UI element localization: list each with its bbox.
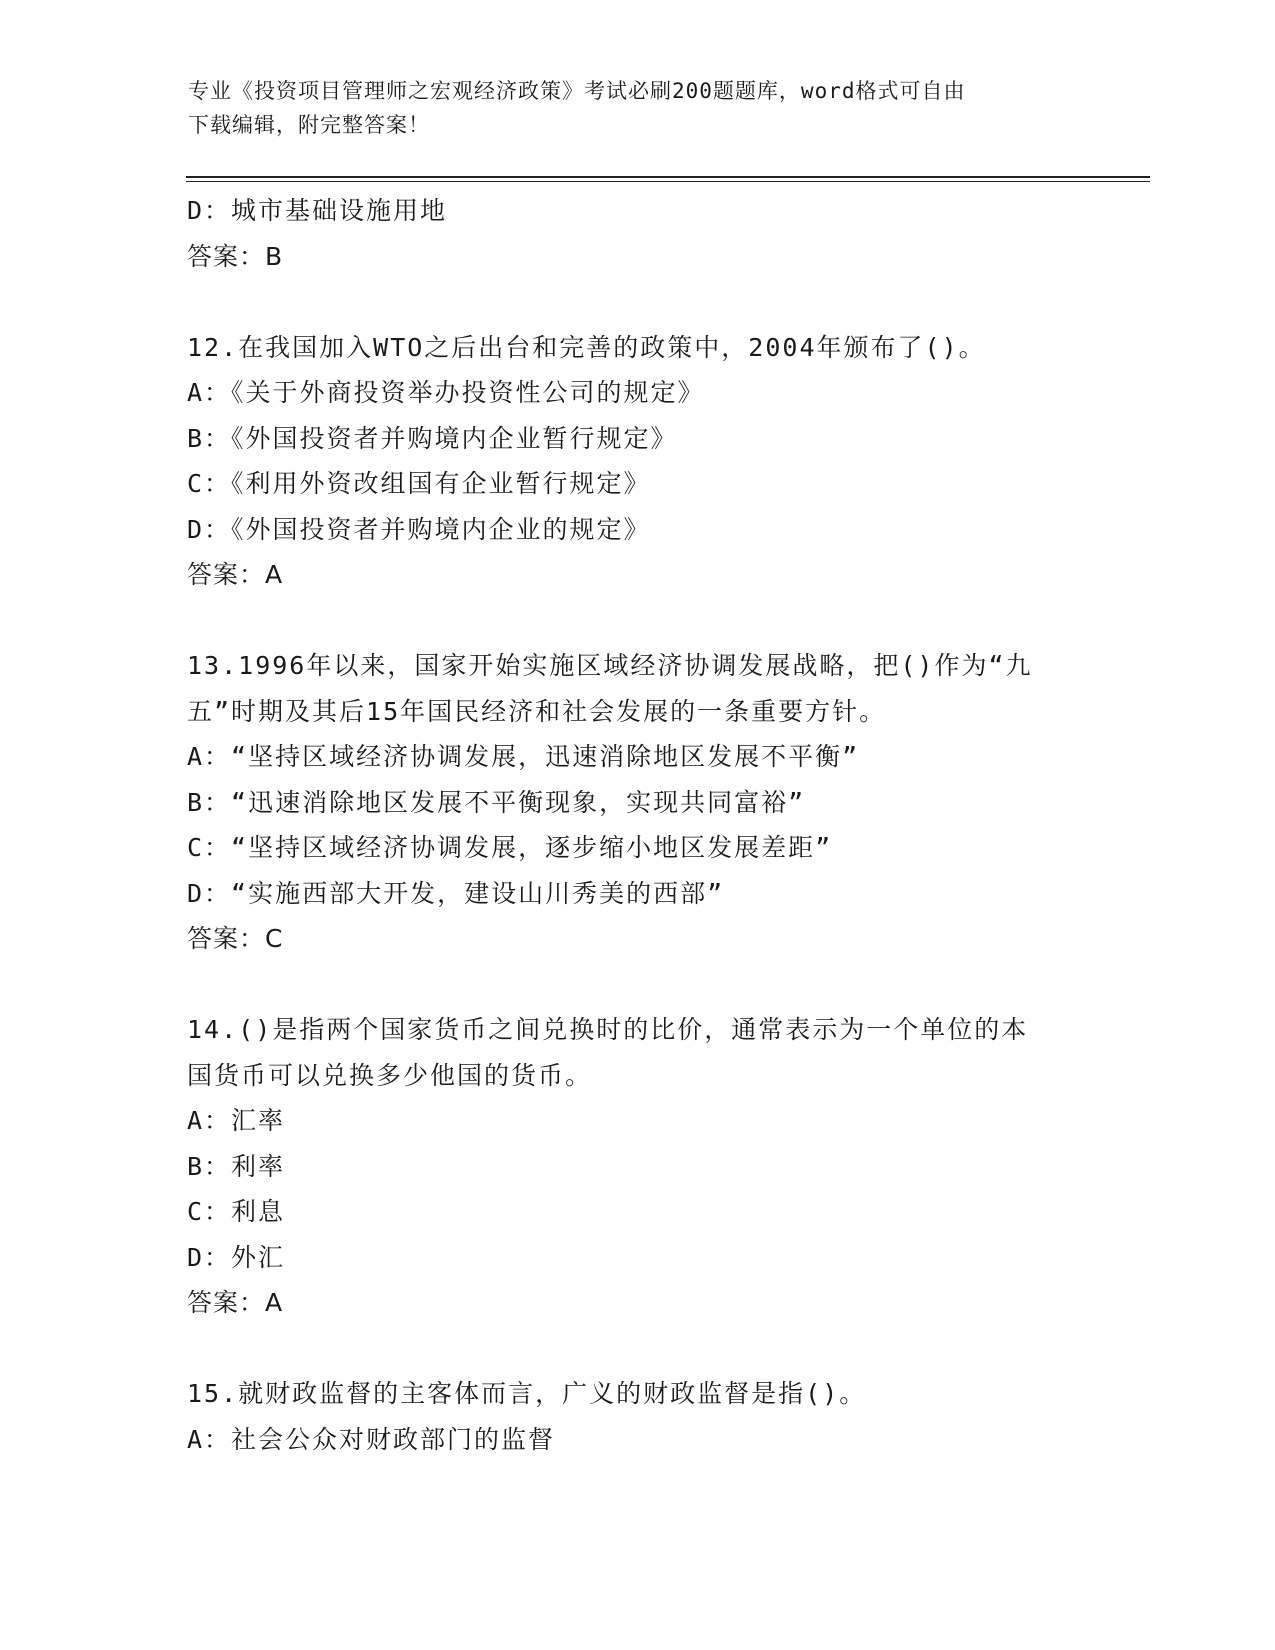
- option-b: B：“迅速消除地区发展不平衡现象，实现共同富裕”: [187, 787, 806, 817]
- spacer: [187, 279, 1087, 325]
- option-b: B：利率: [187, 1151, 286, 1181]
- question-14: [187, 1007, 1087, 1326]
- question-stem-line-1: 14.()是指两个国家货币之间兑换时的比价，通常表示为一个单位的本: [187, 1015, 1029, 1044]
- option-c: C：《利用外资改组国有企业暂行规定》: [187, 469, 651, 498]
- option-a: A：“坚持区域经济协调发展，迅速消除地区发展不平衡”: [187, 742, 860, 771]
- header-line-2: 下载编辑，附完整答案！: [188, 113, 430, 137]
- spacer: [187, 1326, 1087, 1372]
- option-d: D：外汇: [187, 1242, 286, 1272]
- question-15: [187, 1371, 1087, 1462]
- question-stem: 15.就财政监督的主客体而言，广义的财政监督是指()。: [187, 1379, 867, 1408]
- question-list: [187, 188, 1087, 1462]
- question-stem: 12.在我国加入WTO之后出台和完善的政策中，2004年颁布了()。: [187, 332, 986, 362]
- prev-option-d: D：城市基础设施用地: [187, 196, 448, 225]
- spacer: [187, 962, 1087, 1008]
- option-c: C：利息: [187, 1197, 286, 1226]
- option-b: B：《外国投资者并购境内企业暂行规定》: [187, 423, 678, 453]
- header-rule-thin: [186, 181, 1150, 182]
- question-stem-line-2: 五”时期及其后15年国民经济和社会发展的一条重要方针。: [187, 696, 887, 726]
- option-d: D：《外国投资者并购境内企业的规定》: [187, 514, 651, 544]
- option-a: A：汇率: [187, 1106, 286, 1135]
- question-stem-line-1: 13.1996年以来，国家开始实施区域经济协调发展战略，把()作为“九: [187, 651, 1033, 680]
- answer: 答案：C: [187, 924, 284, 953]
- option-d: D：“实施西部大开发，建设山川秀美的西部”: [187, 878, 725, 908]
- spacer: [187, 598, 1087, 644]
- answer: 答案：A: [187, 1288, 284, 1317]
- answer: 答案：A: [187, 560, 284, 589]
- prev-answer: 答案：B: [187, 241, 284, 271]
- option-c: C：“坚持区域经济协调发展，逐步缩小地区发展差距”: [187, 833, 833, 862]
- option-a: A：社会公众对财政部门的监督: [187, 1424, 556, 1454]
- question-stem-line-2: 国货币可以兑换多少他国的货币。: [187, 1060, 593, 1090]
- header-line-1: 专业《投资项目管理师之宏观经济政策》考试必刷200题题库，word格式可自由: [188, 79, 966, 103]
- header-rule-thick: [186, 176, 1150, 178]
- question-12: [187, 325, 1087, 598]
- question-13: [187, 643, 1087, 962]
- page-header: [188, 74, 1088, 142]
- option-a: A：《关于外商投资举办投资性公司的规定》: [187, 378, 705, 407]
